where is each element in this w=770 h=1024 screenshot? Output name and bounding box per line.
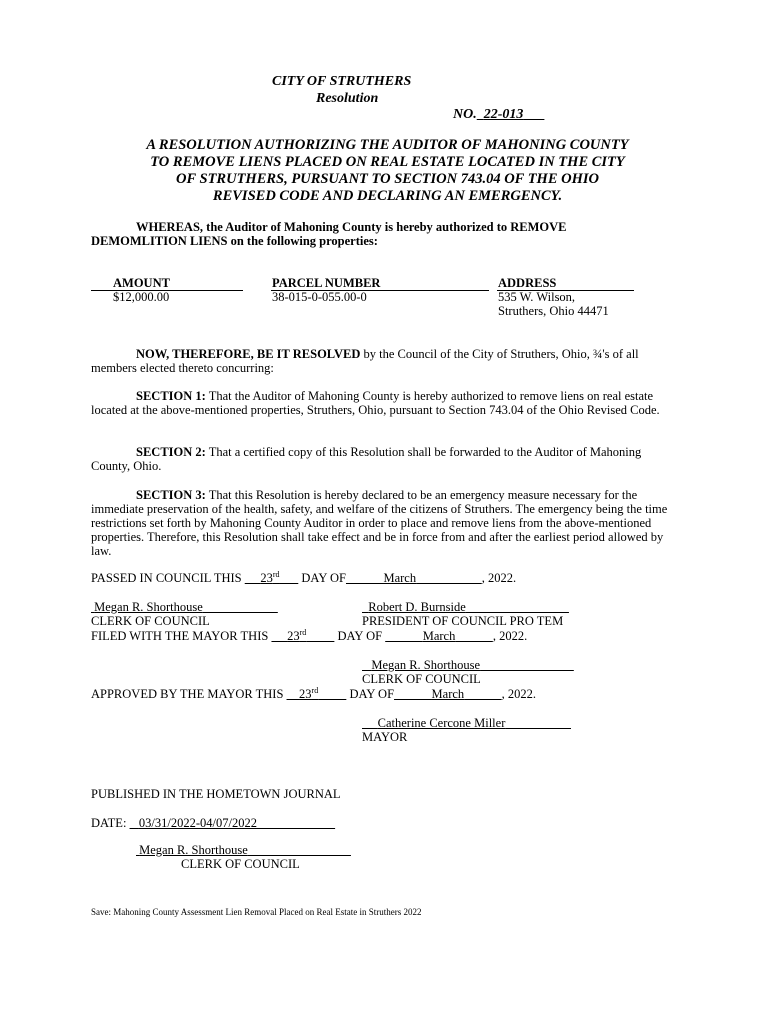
published-line: PUBLISHED IN THE HOMETOWN JOURNAL [91,787,341,801]
filed-year: , 2022. [492,629,528,643]
filed-line [91,629,527,644]
whereas-line-1: WHEREAS, the Auditor of Mahoning County is hereby authorized to REMOVE [136,220,567,234]
passed-year: , 2022. [481,571,517,585]
city-name: CITY OF STRUTHERS [272,74,412,89]
section-label: SECTION 3: [136,488,206,502]
section-2 [91,445,676,473]
mayor-signature [362,716,571,731]
approved-line [91,687,536,702]
footer-save-path: Save: Mahoning County Assessment Lien Removal Placed on Real Estate in Struthers 2022 [91,907,422,917]
clerk-name: Megan R. Shorthouse [371,658,481,672]
column-header-amount: AMOUNT [113,276,170,290]
title-line: REVISED CODE AND DECLARING AN EMERGENCY. [212,188,563,204]
resolution-number-value: 22-013 [483,107,524,122]
clerk-signature-1 [91,600,278,615]
section-label: SECTION 2: [136,445,206,459]
passed-month: March [383,571,417,585]
clerk-title-2: CLERK OF COUNCIL [362,672,481,686]
address-line-2: Struthers, Ohio 44471 [498,304,609,318]
resolved-lead: NOW, THEREFORE, BE IT RESOLVED [136,347,361,361]
filed-month: March [422,629,456,643]
address-line-1: 535 W. Wilson, [498,290,576,304]
passed-day: 23 [260,571,273,585]
approved-year: , 2022. [501,687,537,701]
passed-prefix: PASSED IN COUNCIL THIS [91,571,242,585]
title-line: OF STRUTHERS, PURSUANT TO SECTION 743.04 OF THE OHIO [176,171,599,187]
section-text: That a certified copy of this Resolution shall be forwarded to the Auditor of Mahoning County, Ohio. [91,445,642,473]
column-header-address: ADDRESS [498,276,557,290]
approved-month: March [431,687,465,701]
mayor-name: Catherine Cercone Miller [377,716,506,730]
approved-prefix: APPROVED BY THE MAYOR THIS [91,687,284,701]
president-title: PRESIDENT OF COUNCIL PRO TEM [362,614,564,628]
president-name: Robert D. Burnside [368,600,466,614]
passed-day-suffix: rd [272,569,280,579]
section-1 [91,389,676,417]
section-text: That the Auditor of Mahoning County is hereby authorized to remove liens on real estate located at the above-mentioned properties, Struthers, Ohio, pursuant to Section 743.04 of the Ohio Revised Code. [91,389,660,417]
title-line: TO REMOVE LIENS PLACED ON REAL ESTATE LOCATED IN THE CITY [150,154,625,170]
passed-day-of: DAY OF [301,571,346,585]
clerk-title-1: CLERK OF COUNCIL [91,614,210,628]
passed-line [91,571,516,586]
section-3 [91,488,676,558]
mayor-title: MAYOR [362,730,408,744]
amount-cell: $12,000.00 [113,290,170,304]
clerk-title-3: CLERK OF COUNCIL [181,857,300,871]
section-text: That this Resolution is hereby declared to be an emergency measure necessary for the immediate preservation of the health, safety, and welfare of the citizens of Struthers. The emergency being the time restrictions set forth by Mahoning County Auditor in order to place and remove liens from the above-mentioned properties. Therefore, this Resolution shall take effect and be in force from and after the earliest period allowed by law. [91,488,668,558]
whereas-line-2: DEMOMLITION LIENS on the following properties: [91,234,378,248]
filed-day-of: DAY OF [337,629,383,643]
document-type: Resolution [316,91,379,106]
published-date [91,816,335,831]
clerk-name: Megan R. Shorthouse [94,600,203,614]
date-label: DATE: [91,816,127,830]
resolved-text: by the Council of the City of Struthers, Ohio, ¾'s of all members elected thereto concurring: [91,347,639,375]
filed-day: 23 [287,629,300,643]
title-line: A RESOLUTION AUTHORIZING THE AUDITOR OF MAHONING COUNTY [146,137,629,153]
parcel-cell: 38-015-0-055.00-0 [272,290,367,304]
approved-day-of: DAY OF [349,687,395,701]
filed-day-suffix: rd [299,627,307,637]
resolved-paragraph [91,347,676,375]
clerk-signature-3 [136,843,351,858]
filed-prefix: FILED WITH THE MAYOR THIS [91,629,269,643]
approved-day-suffix: rd [311,685,319,695]
date-value: 03/31/2022-04/07/2022 [138,816,257,830]
resolution-number [453,107,544,123]
column-header-parcel: PARCEL NUMBER [272,276,381,290]
resolution-number-label: NO. [453,107,477,122]
clerk-name: Megan R. Shorthouse [139,843,248,857]
approved-day: 23 [299,687,312,701]
clerk-signature-2 [362,658,574,673]
section-label: SECTION 1: [136,389,206,403]
resolution-title [80,137,695,205]
president-signature [362,600,569,615]
